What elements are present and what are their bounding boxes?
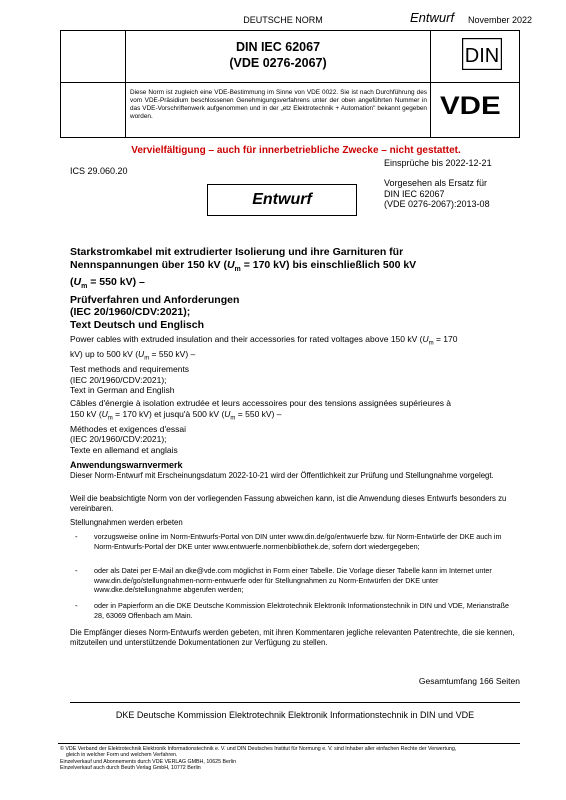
ics-code: ICS 29.060.20 (70, 166, 128, 176)
bullet-paper: oder in Papierform an die DKE Deutsche Kommission Elektrotechnik Elektronik Informationstechnik in DIN und VDE, Merianstraße 28, 63069 Offenbach am Main. (94, 601, 510, 620)
copyright-line2: gleich in welcher Form und welchem Verfahren. (60, 752, 178, 759)
reproduction-notice: Vervielfältigung – auch für innerbetriebliche Zwecke – nicht gestattet. (131, 145, 461, 156)
usage-warning-p4: Die Empfänger dieses Norm-Entwurfs werden gebeten, mit ihren Kommentaren jegliche relevanten Patentrechte, die sie kennen, mitzuteilen und unterstützende Dokumentationen zur Verfügung zu stellen. (70, 628, 515, 647)
committee-name: DKE Deutsche Kommission Elektrotechnik Elektronik Informationstechnik in DIN und VDE (115, 710, 475, 720)
title-en-line4: (IEC 20/1960/CDV:2021); (70, 374, 167, 385)
usage-warning-p2: Weil die beabsichtigte Norm von der vorliegenden Fassung abweichen kann, ist die Anwendung dieses Entwurfs besonders zu vereinbaren. (70, 494, 507, 513)
copyright-line1: © VDE Verband der Elektrotechnik Elektronik Informationstechnik e. V. und DIN Deutsches Institut für Normung e. V. sind Inhaber aller einfachen Rechte der Verwertung, (60, 746, 457, 752)
title-german (70, 246, 520, 331)
title-en-line3: Test methods and requirements (70, 364, 190, 375)
vde-regulation-note: Diese Norm ist zugleich eine VDE-Bestimmung im Sinne von VDE 0022. Sie ist nach Durchführung des vom VDE-Präsidium beschlossenen Genehmigungsverfahrens unter der oben angeführten Nummer in das VDE-Vorschriftenwerk aufgenommen und in der „etz Elektrotechnik + Automation" bekannt gegeben worden. (130, 89, 427, 120)
title-fr-line3: Méthodes et exigences d'essai (70, 423, 186, 434)
copyright-line3: Einzelverkauf und Abonnements durch VDE VERLAG GMBH, 10625 Berlin (60, 758, 237, 765)
title-de-line6: Text Deutsch und Englisch (70, 318, 204, 331)
title-en-line5: Text in German and English (70, 385, 175, 396)
footer-divider (70, 702, 520, 703)
title-english (70, 334, 520, 396)
usage-warning-heading: Anwendungswarnvermerk (70, 460, 183, 470)
title-fr-line1: Câbles d'énergie à isolation extrudée et leurs accessoires pour des tensions assignées supérieures à (70, 398, 452, 408)
frame-divider-horizontal (60, 82, 520, 83)
replacement-line2: DIN IEC 62067 (384, 188, 445, 199)
copyright-line4: Einzelverkauf auch durch Beuth Verlag GmbH, 10772 Berlin (60, 764, 201, 771)
draft-label: Entwurf (410, 10, 455, 25)
bullet-dash: - (75, 532, 78, 541)
title-french (70, 398, 520, 455)
bullet-dash: - (75, 566, 78, 575)
din-logo-icon (462, 38, 502, 70)
title-en-line1: Power cables with extruded insulation and their accessories for rated voltages above 150 kV ($U_m = 170$ (70, 334, 458, 347)
publication-date: November 2022 (468, 15, 533, 25)
norm-type-label: DEUTSCHE NORM (243, 15, 323, 25)
svg-text:DIN: DIN (464, 45, 500, 67)
frame-divider-right (430, 30, 431, 138)
title-de-line5: (IEC 20/1960/CDV:2021); (70, 306, 191, 319)
bullet-dash: - (75, 601, 78, 610)
usage-warning-p1: Dieser Norm-Entwurf mit Erscheinungsdatum 2022-10-21 wird der Öffentlichkeit zur Prüfung und Stellungnahme vorgelegt. (70, 471, 494, 480)
replacement-line1: Vorgesehen als Ersatz für (384, 178, 488, 188)
title-en-line2: kV) up to 500 kV ($U_m = 550$ kV) – (70, 349, 196, 362)
copyright-divider (58, 743, 520, 744)
title-de-line2: Nennspannungen über 150 kV ($U_m = 170$ kV) bis einschließlich 500 kV (70, 258, 417, 273)
title-de-line4: Prüfverfahren und Anforderungen (70, 293, 240, 306)
document-number: DIN IEC 62067 (235, 40, 321, 54)
title-de-line3: ($U_m = 550$ kV) – (70, 276, 145, 291)
title-fr-line2: 150 kV ($U_m = 170$ kV) et jusqu'à 500 kV ($U_m = 550$ kV) – (70, 408, 282, 422)
title-fr-line5: Texte en allemand et anglais (70, 444, 178, 455)
bullet-email: oder als Datei per E-Mail an dke@vde.com möglichst in Form einer Tabelle. Die Vorlage dieser Tabelle kann im Internet unter www.din.de/go/stellungnahmen-norm-entwuerfe oder für Stellungnahmen zu Norm-Entwürfen der DKE unter www.dke.de/stellungnahme abgerufen werden; (94, 566, 492, 594)
replacement-line3: (VDE 0276-2067):2013-08 (384, 199, 490, 209)
usage-warning-p3: Stellungnahmen werden erbeten (70, 518, 183, 527)
draft-box-label: Entwurf (252, 191, 312, 208)
bullet-online-portal: vorzugsweise online im Norm-Entwurfs-Portal von DIN unter www.din.de/go/entwuerfe bzw. für Norm-Entwürfe der DKE auch im Norm-Entwurfs-Portal der DKE unter www.entwuerfe.normenbibliothek.de, sofern dort wiedergegeben; (94, 532, 502, 551)
copyright-block (60, 746, 530, 771)
vde-classification: (VDE 0276-2067) (229, 56, 327, 70)
title-fr-line4: (IEC 20/1960/CDV:2021); (70, 434, 167, 445)
objection-deadline: Einsprüche bis 2022-12-21 (384, 158, 492, 168)
title-de-line1: Starkstromkabel mit extrudierter Isolierung und ihre Garnituren für (70, 246, 404, 258)
total-pages: Gesamtumfang 166 Seiten (418, 676, 520, 686)
replacement-info (384, 178, 490, 210)
vde-logo-icon: VDE (440, 92, 501, 120)
